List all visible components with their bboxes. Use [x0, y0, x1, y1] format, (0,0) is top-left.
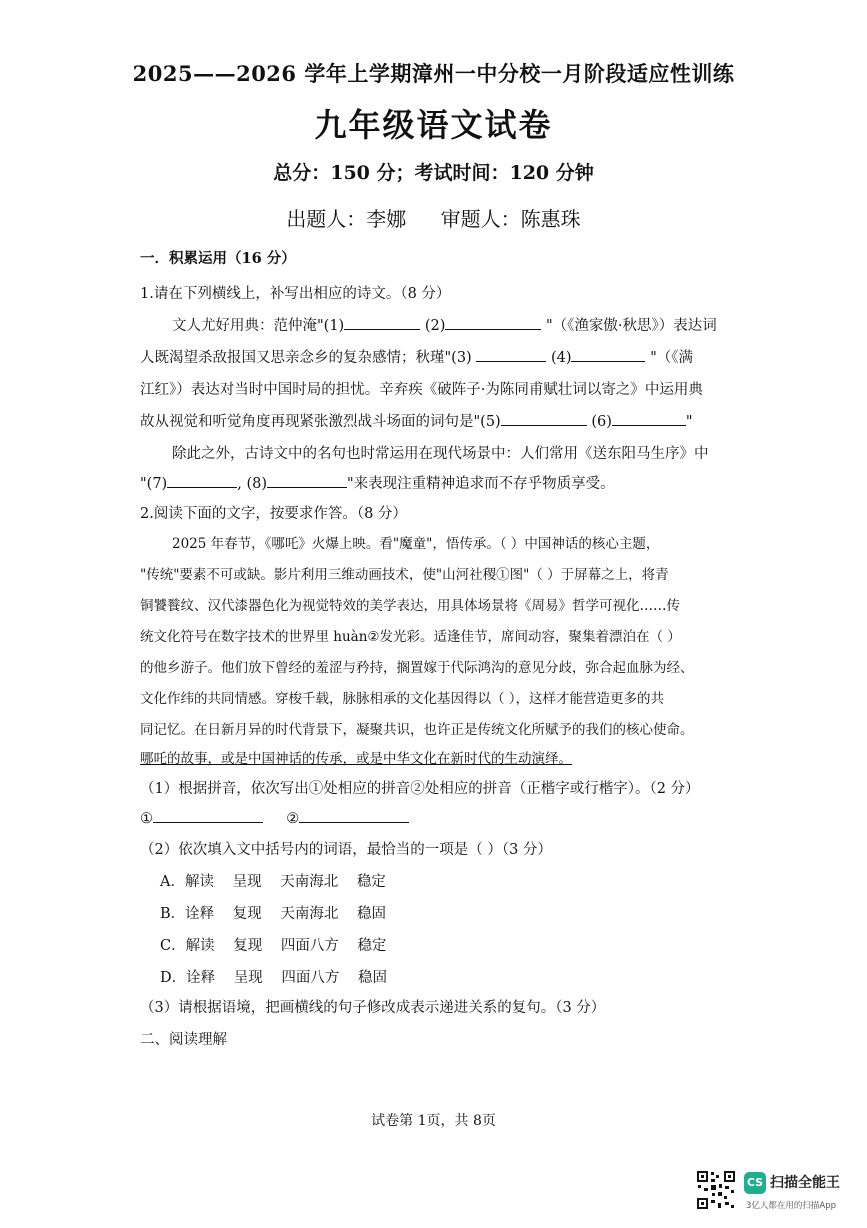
option-a[interactable]: A．解读 呈现 天南海北 稳定: [160, 874, 386, 890]
passage-line: "传统"要素不可或缺。影片利用三维动画技术，使"山河社稷①图"（ ）于屏幕之上，将青: [140, 567, 669, 583]
watermark-name: 扫描全能王: [770, 1175, 840, 1191]
q1-line5: 除此之外，古诗文中的名句也时常运用在现代场景中：人们常用《送东阳马生序》中: [172, 446, 709, 462]
camscanner-logo-icon: CS: [744, 1172, 766, 1194]
passage-line: 文化作纬的共同情感。穿梭千载，脉脉相承的文化基因得以（ ），这样才能营造更多的共: [140, 691, 665, 707]
sub-question-1: （1）根据拼音，依次写出①处相应的拼音②处相应的拼音（正楷字或行楷字）。（2 分）: [140, 781, 700, 797]
section2-heading: 二、阅读理解: [140, 1032, 227, 1048]
passage-line: 统文化符号在数字技术的世界里 huàn②发光彩。适逢佳节，席间动容，聚集着漂泊在（ ）: [140, 629, 681, 645]
answer-blank[interactable]: [299, 808, 409, 823]
answer-blank[interactable]: [612, 411, 686, 426]
reviewer: 审题人：陈惠珠: [440, 207, 581, 231]
exam-title: 2025——2026 学年上学期漳州一中分校一月阶段适应性训练: [132, 61, 735, 86]
answer-blank[interactable]: [153, 808, 263, 823]
paper-title: 九年级语文试卷: [314, 106, 553, 144]
passage-line: 的他乡游子。他们放下曾经的羞涩与矜持，搁置嫁于代际鸿沟的意见分歧，弥合起血脉为经、: [140, 660, 694, 676]
q1-line3: 江红》）表达对当时中国时局的担忧。辛弃疾《破阵子·为陈同甫赋壮词以寄之》中运用典: [140, 382, 703, 398]
q2-prompt: 2.阅读下面的文字，按要求作答。（8 分）: [140, 506, 407, 522]
passage-line: 同记忆。在日新月异的时代背景下，凝聚共识，也许正是传统文化所赋予的我们的核心使命。: [140, 722, 694, 738]
sub-question-2: （2）依次填入文中括号内的词语，最恰当的一项是（ ）（3 分）: [140, 842, 552, 858]
q1-line4: 故从视觉和听觉角度再现紧张激烈战斗场面的词句是"(5) (6) ": [140, 410, 693, 431]
option-c[interactable]: C．解读 复现 四面八方 稳定: [160, 938, 387, 954]
passage-line: 铜饕餮纹、汉代漆器色化为视觉特效的美学表达，用具体场景将《周易》哲学可视化……传: [140, 598, 680, 614]
page-footer: 试卷第 1页，共 8页: [371, 1113, 496, 1129]
setter: 出题人：李娜: [286, 207, 407, 231]
answer-blank[interactable]: [344, 315, 420, 330]
option-d[interactable]: D．诠释 呈现 四面八方 稳固: [160, 970, 387, 986]
answer-blank[interactable]: [476, 347, 546, 362]
authors-line: [0, 203, 867, 232]
sub1-answers: ① ②: [140, 808, 409, 827]
passage-line: 2025 年春节，《哪吒》火爆上映。看"魔童"，悟传承。（ ）中国神话的核心主题，: [172, 536, 660, 552]
q1-line1: 文人尤好用典：范仲淹"(1) (2) "（《渔家傲·秋思》）表达词: [172, 314, 717, 335]
answer-blank[interactable]: [167, 473, 237, 488]
qr-code-icon: [696, 1170, 736, 1210]
answer-blank[interactable]: [501, 411, 587, 426]
q1-prompt: 1.请在下列横线上，补写出相应的诗文。（8 分）: [140, 286, 451, 302]
section1-heading: 一．积累运用（16 分）: [140, 250, 296, 267]
score-time: 总分：150 分；考试时间：120 分钟: [273, 162, 594, 184]
sub-question-3: （3）请根据语境，把画横线的句子修改成表示递进关系的复句。（3 分）: [140, 1000, 606, 1016]
underlined-sentence: 哪吒的故事，或是中国神话的传承，或是中华文化在新时代的生动演绎。: [140, 751, 572, 767]
answer-blank[interactable]: [571, 347, 645, 362]
q1-line6: "(7) , (8) "来表现注重精神追求而不存乎物质享受。: [140, 472, 615, 493]
q1-line2: 人既渴望杀敌报国又思亲念乡的复杂感情；秋瑾"(3) (4) "（《满: [140, 346, 693, 367]
answer-blank[interactable]: [267, 473, 347, 488]
answer-blank[interactable]: [445, 315, 541, 330]
option-b[interactable]: B．诠释 复现 天南海北 稳固: [160, 906, 386, 922]
watermark-slogan: 3亿人都在用的扫描App: [746, 1201, 837, 1211]
